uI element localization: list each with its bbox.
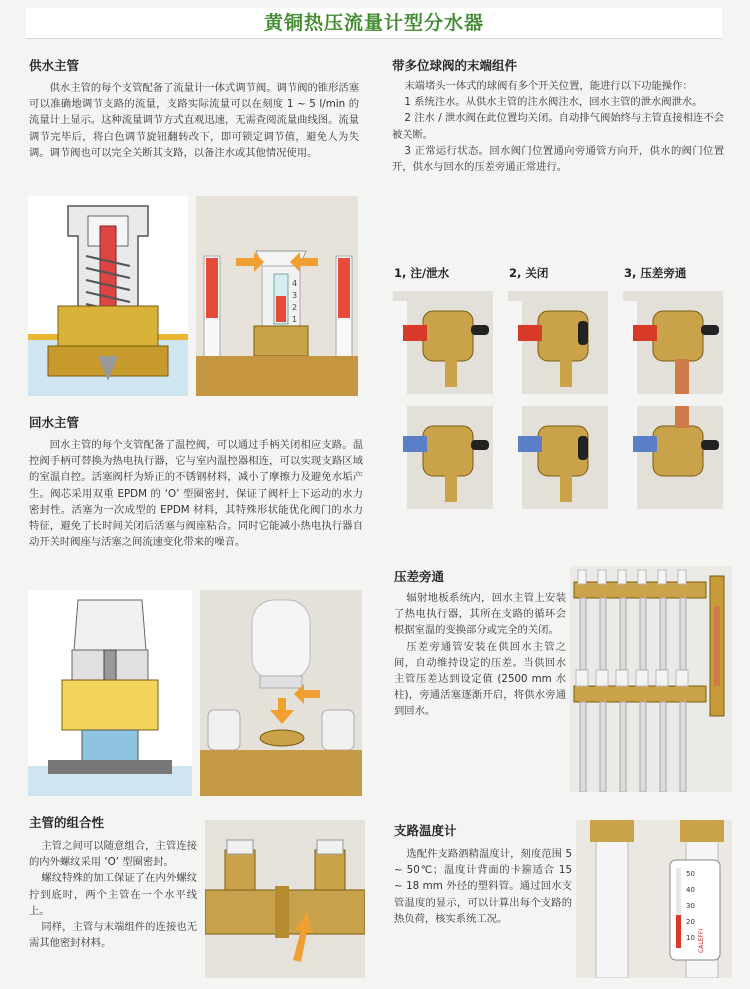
- bypass-title: 压差旁通: [394, 569, 445, 584]
- page-title: 黄铜热压流量计型分水器: [263, 12, 484, 34]
- thermometer-scale-mark: 40: [686, 886, 695, 894]
- supply-main-title: 供水主管: [29, 58, 80, 73]
- ball-valve-photo-fill-top: [393, 291, 493, 394]
- main-pipe-combination-photo: [205, 820, 365, 978]
- thermometer-scale-mark: 20: [686, 918, 695, 926]
- combination-paragraph: 同样，主管与末端组件的连接也无需其他密封材料。: [29, 921, 197, 950]
- supply-main-paragraph: 供水主管的每个支管配备了流量计一体式调节阀。调节阀的锥形活塞可以准确地调节支路的流量，支路实际流量可以在刻度 1 ~ 5 l/min 的流量计上显示。这种流量调节方式直观迅速，无需查阅流量曲线图。流量调节完毕后，将白色调节旋钮翻转改下，即可锁定调节值，避免人为失调。调节阀也可以完全关断其支路，以备注水或其他情况使用。: [29, 82, 359, 159]
- thermometer-scale-mark: 30: [686, 902, 695, 910]
- return-main-paragraph: 回水主管的每个支管配备了温控阀，可以通过手柄关闭相应支路。温控阀手柄可替换为热电执行器，它与室内温控器相连，可以实现支路区域的室温自控。活塞阀杆为矫正的不锈钢材料，减小了摩擦力及避免水垢产生。阀芯采用双重 EPDM 的 ‘O’ 型圈密封，保证了阀杆上下运动的水力密封性。活塞为一次成型的 EPDM 材料，其特殊形状能优化阀门的水力特征，避免了长时间关闭后活塞与阀座粘合。同时它能减小热电执行器自动开关时阀座与活塞之间流速变化带来的噪音。: [29, 439, 363, 549]
- end-group-text: [392, 78, 724, 175]
- thermometer-scale-mark: 50: [686, 870, 695, 878]
- scale-mark: 2: [292, 303, 298, 312]
- return-valve-photo: [200, 590, 362, 796]
- supply-main-text: [29, 80, 359, 161]
- ball-valve-photo-fill-bottom: [393, 406, 493, 509]
- brand-logo-text: CALEFFI: [698, 928, 705, 953]
- ball-valve-photo-close-top: [508, 291, 608, 394]
- supply-valve-cutaway-diagram: [28, 196, 188, 396]
- scale-mark: 4: [292, 279, 298, 288]
- combination-paragraph: 螺纹特殊的加工保证了在内外螺纹拧到底时，两个主管在一个水平线上。: [29, 872, 197, 917]
- end-group-title: 带多位球阀的末端组件: [392, 58, 518, 73]
- photo-label-close: 2, 关闭: [509, 266, 549, 280]
- ball-valve-photo-close-bottom: [508, 406, 608, 509]
- bypass-paragraph: 辐射地板系统内，回水主管上安装了热电执行器，其所在支路的循环会根据室温的变换部分或完全的关闭。: [394, 592, 566, 637]
- end-group-intro: 末端堵头一体式的球阀有多个开关位置，能进行以下功能操作：: [404, 80, 693, 92]
- photo-label-bypass: 3, 压差旁通: [624, 266, 687, 280]
- thermometer-paragraph: 选配件支路酒精温度计，刻度范围 5 ~ 50℃；温度计背面的卡箍适合 15 ~ 18 mm 外径的塑料管。通过回水支管温度的显示，可以计算出每个支路的热负荷，核实系统工况。: [394, 848, 572, 925]
- thermometer-title: 支路温度计: [394, 823, 457, 838]
- end-group-item: 2 注水 / 泄水阀在此位置均关闭。自动排气阀始终与主管直接相连不会被关断。: [392, 112, 724, 141]
- end-group-item: 1 系统注水。从供水主管的注水阀注水，回水主管的泄水阀泄水。: [404, 96, 703, 109]
- ball-valve-photo-bypass-top: [623, 291, 723, 394]
- combination-text: [29, 838, 197, 951]
- scale-mark: 3: [292, 291, 298, 300]
- ball-valve-photo-bypass-bottom: [623, 406, 723, 509]
- bypass-paragraph: 压差旁通管安装在供回水主管之间，自动维持设定的压差。当供回水主管压差达到设定值 (2500 mm 水柱)，旁通活塞逐渐开启，将供水旁通到回水。: [394, 640, 566, 718]
- return-main-title: 回水主管: [29, 415, 80, 430]
- title-bar: [26, 8, 722, 39]
- return-valve-cutaway-diagram: [28, 590, 192, 796]
- bypass-text: [394, 590, 566, 720]
- thermometer-photo: [576, 820, 732, 978]
- manifold-photo: [570, 566, 732, 792]
- end-group-item: 3 正常运行状态。回水阀门位置通向旁通管方向开，供水的阀门位置开，供水与回水的压差旁通正常进行。: [392, 144, 724, 174]
- return-main-text: [29, 437, 363, 550]
- combination-title: 主管的组合性: [29, 815, 105, 830]
- photo-label-fill: 1, 注/泄水: [394, 266, 450, 280]
- combination-paragraph: 主管之间可以随意组合，主管连接的内外螺纹采用 ‘O’ 型圈密封。: [29, 840, 197, 869]
- thermometer-text: [394, 846, 572, 927]
- scale-mark: 1: [292, 315, 298, 324]
- supply-valve-photo: [196, 196, 358, 396]
- thermometer-scale-mark: 10: [686, 934, 695, 942]
